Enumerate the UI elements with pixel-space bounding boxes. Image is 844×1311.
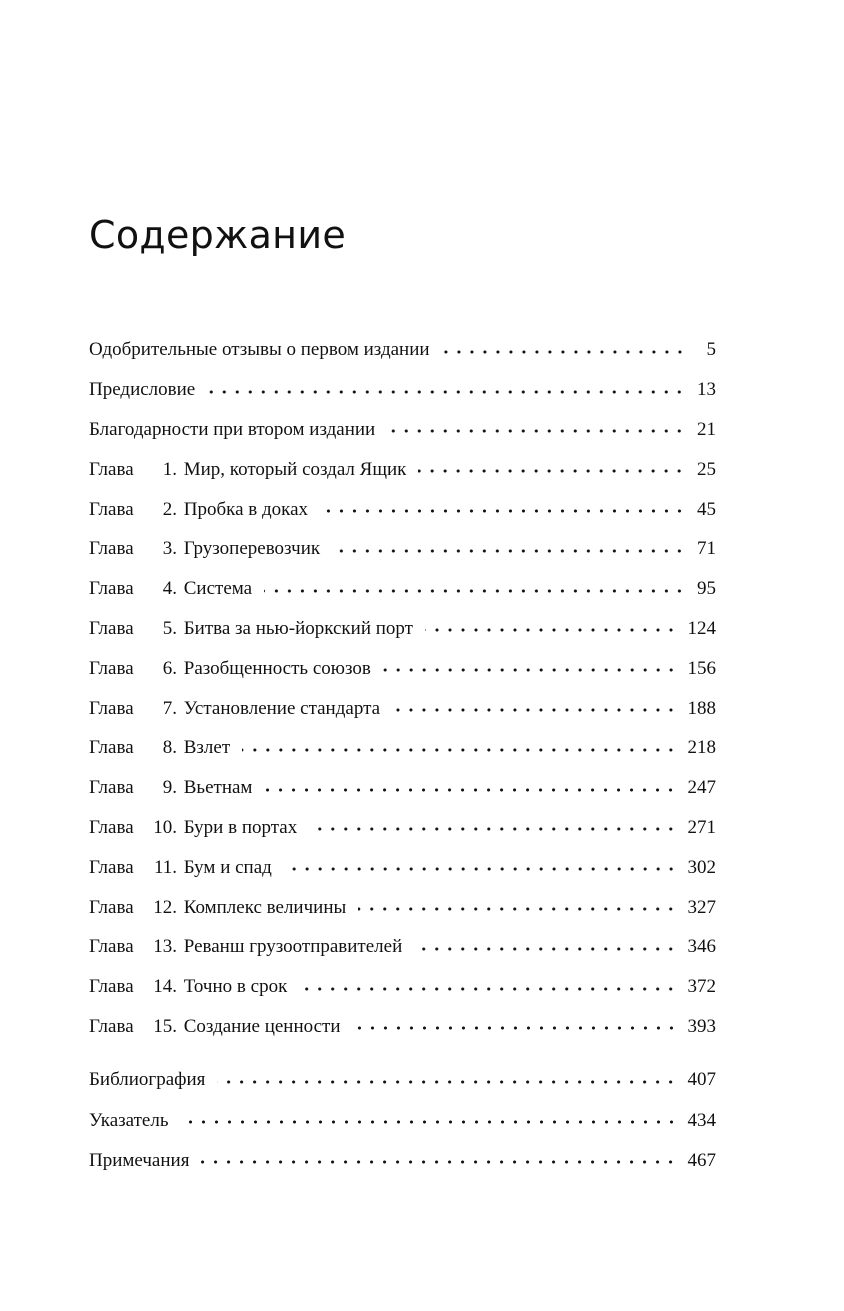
chapter-page: 327 [682, 898, 717, 917]
toc-chapter-entry [89, 569, 716, 609]
chapter-page: 45 [690, 500, 716, 519]
toc-entry-page: 13 [690, 380, 716, 399]
chapter-title: Взлет [183, 737, 231, 759]
toc-entry-page: 5 [690, 340, 716, 359]
toc-entry-page: 407 [682, 1070, 717, 1089]
chapter-word: Глава [89, 657, 134, 679]
dot-leader [299, 979, 677, 998]
chapter-title: Установление стандарта [183, 697, 381, 719]
dot-leader [425, 621, 678, 640]
chapter-number: 14. [153, 976, 177, 998]
dot-leader [242, 740, 677, 759]
page-title: Содержание [89, 213, 346, 257]
chapter-number: 12. [153, 896, 177, 918]
toc-chapter-entry [89, 728, 716, 768]
dot-leader [414, 939, 677, 958]
chapter-page: 372 [682, 977, 717, 996]
chapter-page: 271 [682, 818, 717, 837]
chapter-title: Вьетнам [183, 777, 253, 799]
toc-chapter-entry [89, 1007, 716, 1047]
chapter-title: Разобщенность союзов [183, 657, 371, 679]
chapter-word: Глава [89, 856, 134, 878]
toc-entry-title: Предисловие [89, 380, 203, 399]
chapter-page: 156 [682, 659, 717, 678]
chapter-page: 247 [682, 778, 717, 797]
chapter-title: Реванш грузоотправителей [183, 936, 403, 958]
toc-chapter-entry [89, 887, 716, 927]
chapter-number: 3. [162, 538, 177, 560]
chapter-page: 218 [682, 738, 717, 757]
chapter-title: Система [183, 578, 253, 600]
chapter-word: Глава [89, 976, 134, 998]
dot-leader [392, 701, 677, 720]
dot-leader [201, 1153, 677, 1172]
toc-entry [89, 370, 716, 410]
chapter-word: Глава [89, 538, 134, 560]
chapter-title: Грузоперевозчик [183, 538, 321, 560]
chapter-title: Точно в срок [183, 976, 288, 998]
toc-entry-title: Благодарности при втором издании [89, 420, 383, 439]
chapter-title: Бум и спад [183, 856, 272, 878]
dot-leader [442, 342, 686, 361]
chapter-number: 2. [162, 498, 177, 520]
chapter-word: Глава [89, 777, 134, 799]
toc-entry [89, 1140, 716, 1180]
toc-chapter-entry [89, 648, 716, 688]
dot-leader [217, 1072, 677, 1091]
dot-leader [358, 900, 677, 919]
toc-entry-page: 434 [682, 1111, 717, 1130]
dot-leader [207, 382, 686, 401]
toc-entry-page: 467 [682, 1151, 717, 1170]
chapter-page: 95 [690, 579, 716, 598]
chapter-title: Битва за нью-йоркский порт [183, 617, 413, 639]
chapter-word: Глава [89, 816, 134, 838]
chapter-number: 6. [162, 657, 177, 679]
dot-leader [309, 820, 677, 839]
toc-entry-title: Библиография [89, 1070, 213, 1089]
toc-entry-title: Указатель [89, 1111, 177, 1130]
chapter-page: 188 [682, 699, 717, 718]
toc-chapter-entry [89, 489, 716, 529]
chapter-title: Создание ценности [183, 1015, 341, 1037]
chapter-title: Бури в портах [183, 816, 298, 838]
chapter-word: Глава [89, 458, 134, 480]
chapter-page: 346 [682, 937, 717, 956]
chapter-word: Глава [89, 936, 134, 958]
chapter-word: Глава [89, 697, 134, 719]
toc-chapter-entry [89, 808, 716, 848]
toc-chapter-entry [89, 927, 716, 967]
chapter-word: Глава [89, 896, 134, 918]
dot-leader [181, 1113, 678, 1132]
chapter-title: Пробка в доках [183, 498, 309, 520]
dot-leader [264, 780, 677, 799]
dot-leader [320, 502, 686, 521]
chapter-title: Мир, который создал Ящик [183, 458, 407, 480]
dot-leader [383, 661, 678, 680]
chapter-number: 7. [162, 697, 177, 719]
toc-entry-title: Одобрительные отзывы о первом издании [89, 340, 438, 359]
chapter-number: 5. [162, 617, 177, 639]
dot-leader [284, 860, 678, 879]
chapter-word: Глава [89, 617, 134, 639]
toc-chapter-entry [89, 688, 716, 728]
chapter-word: Глава [89, 578, 134, 600]
chapter-number: 10. [153, 816, 177, 838]
chapter-number: 13. [153, 936, 177, 958]
toc-entry [89, 410, 716, 450]
chapter-page: 71 [690, 539, 716, 558]
dot-leader [264, 581, 686, 600]
chapter-title: Комплекс величины [183, 896, 347, 918]
chapter-page: 393 [682, 1017, 717, 1036]
chapter-page: 124 [682, 619, 717, 638]
table-of-contents [89, 330, 716, 1180]
toc-chapter-entry [89, 847, 716, 887]
chapter-word: Глава [89, 737, 134, 759]
chapter-page: 302 [682, 858, 717, 877]
dot-leader [332, 541, 686, 560]
toc-entry-title: Примечания [89, 1151, 197, 1170]
toc-chapter-entry [89, 967, 716, 1007]
toc-chapter-entry [89, 449, 716, 489]
toc-chapter-entry [89, 529, 716, 569]
chapter-number: 8. [162, 737, 177, 759]
toc-entry [89, 1059, 716, 1100]
chapter-word: Глава [89, 1015, 134, 1037]
toc-entry [89, 1100, 716, 1140]
chapter-page: 25 [690, 460, 716, 479]
toc-entry [89, 330, 716, 370]
chapter-word: Глава [89, 498, 134, 520]
toc-chapter-entry [89, 609, 716, 649]
chapter-number: 9. [162, 777, 177, 799]
toc-chapter-entry [89, 768, 716, 808]
dot-leader [387, 422, 686, 441]
dot-leader [418, 462, 686, 481]
toc-entry-page: 21 [690, 420, 716, 439]
dot-leader [353, 1019, 678, 1038]
chapter-number: 1. [162, 458, 177, 480]
chapter-number: 15. [153, 1015, 177, 1037]
chapter-number: 4. [162, 578, 177, 600]
chapter-number: 11. [153, 856, 177, 878]
